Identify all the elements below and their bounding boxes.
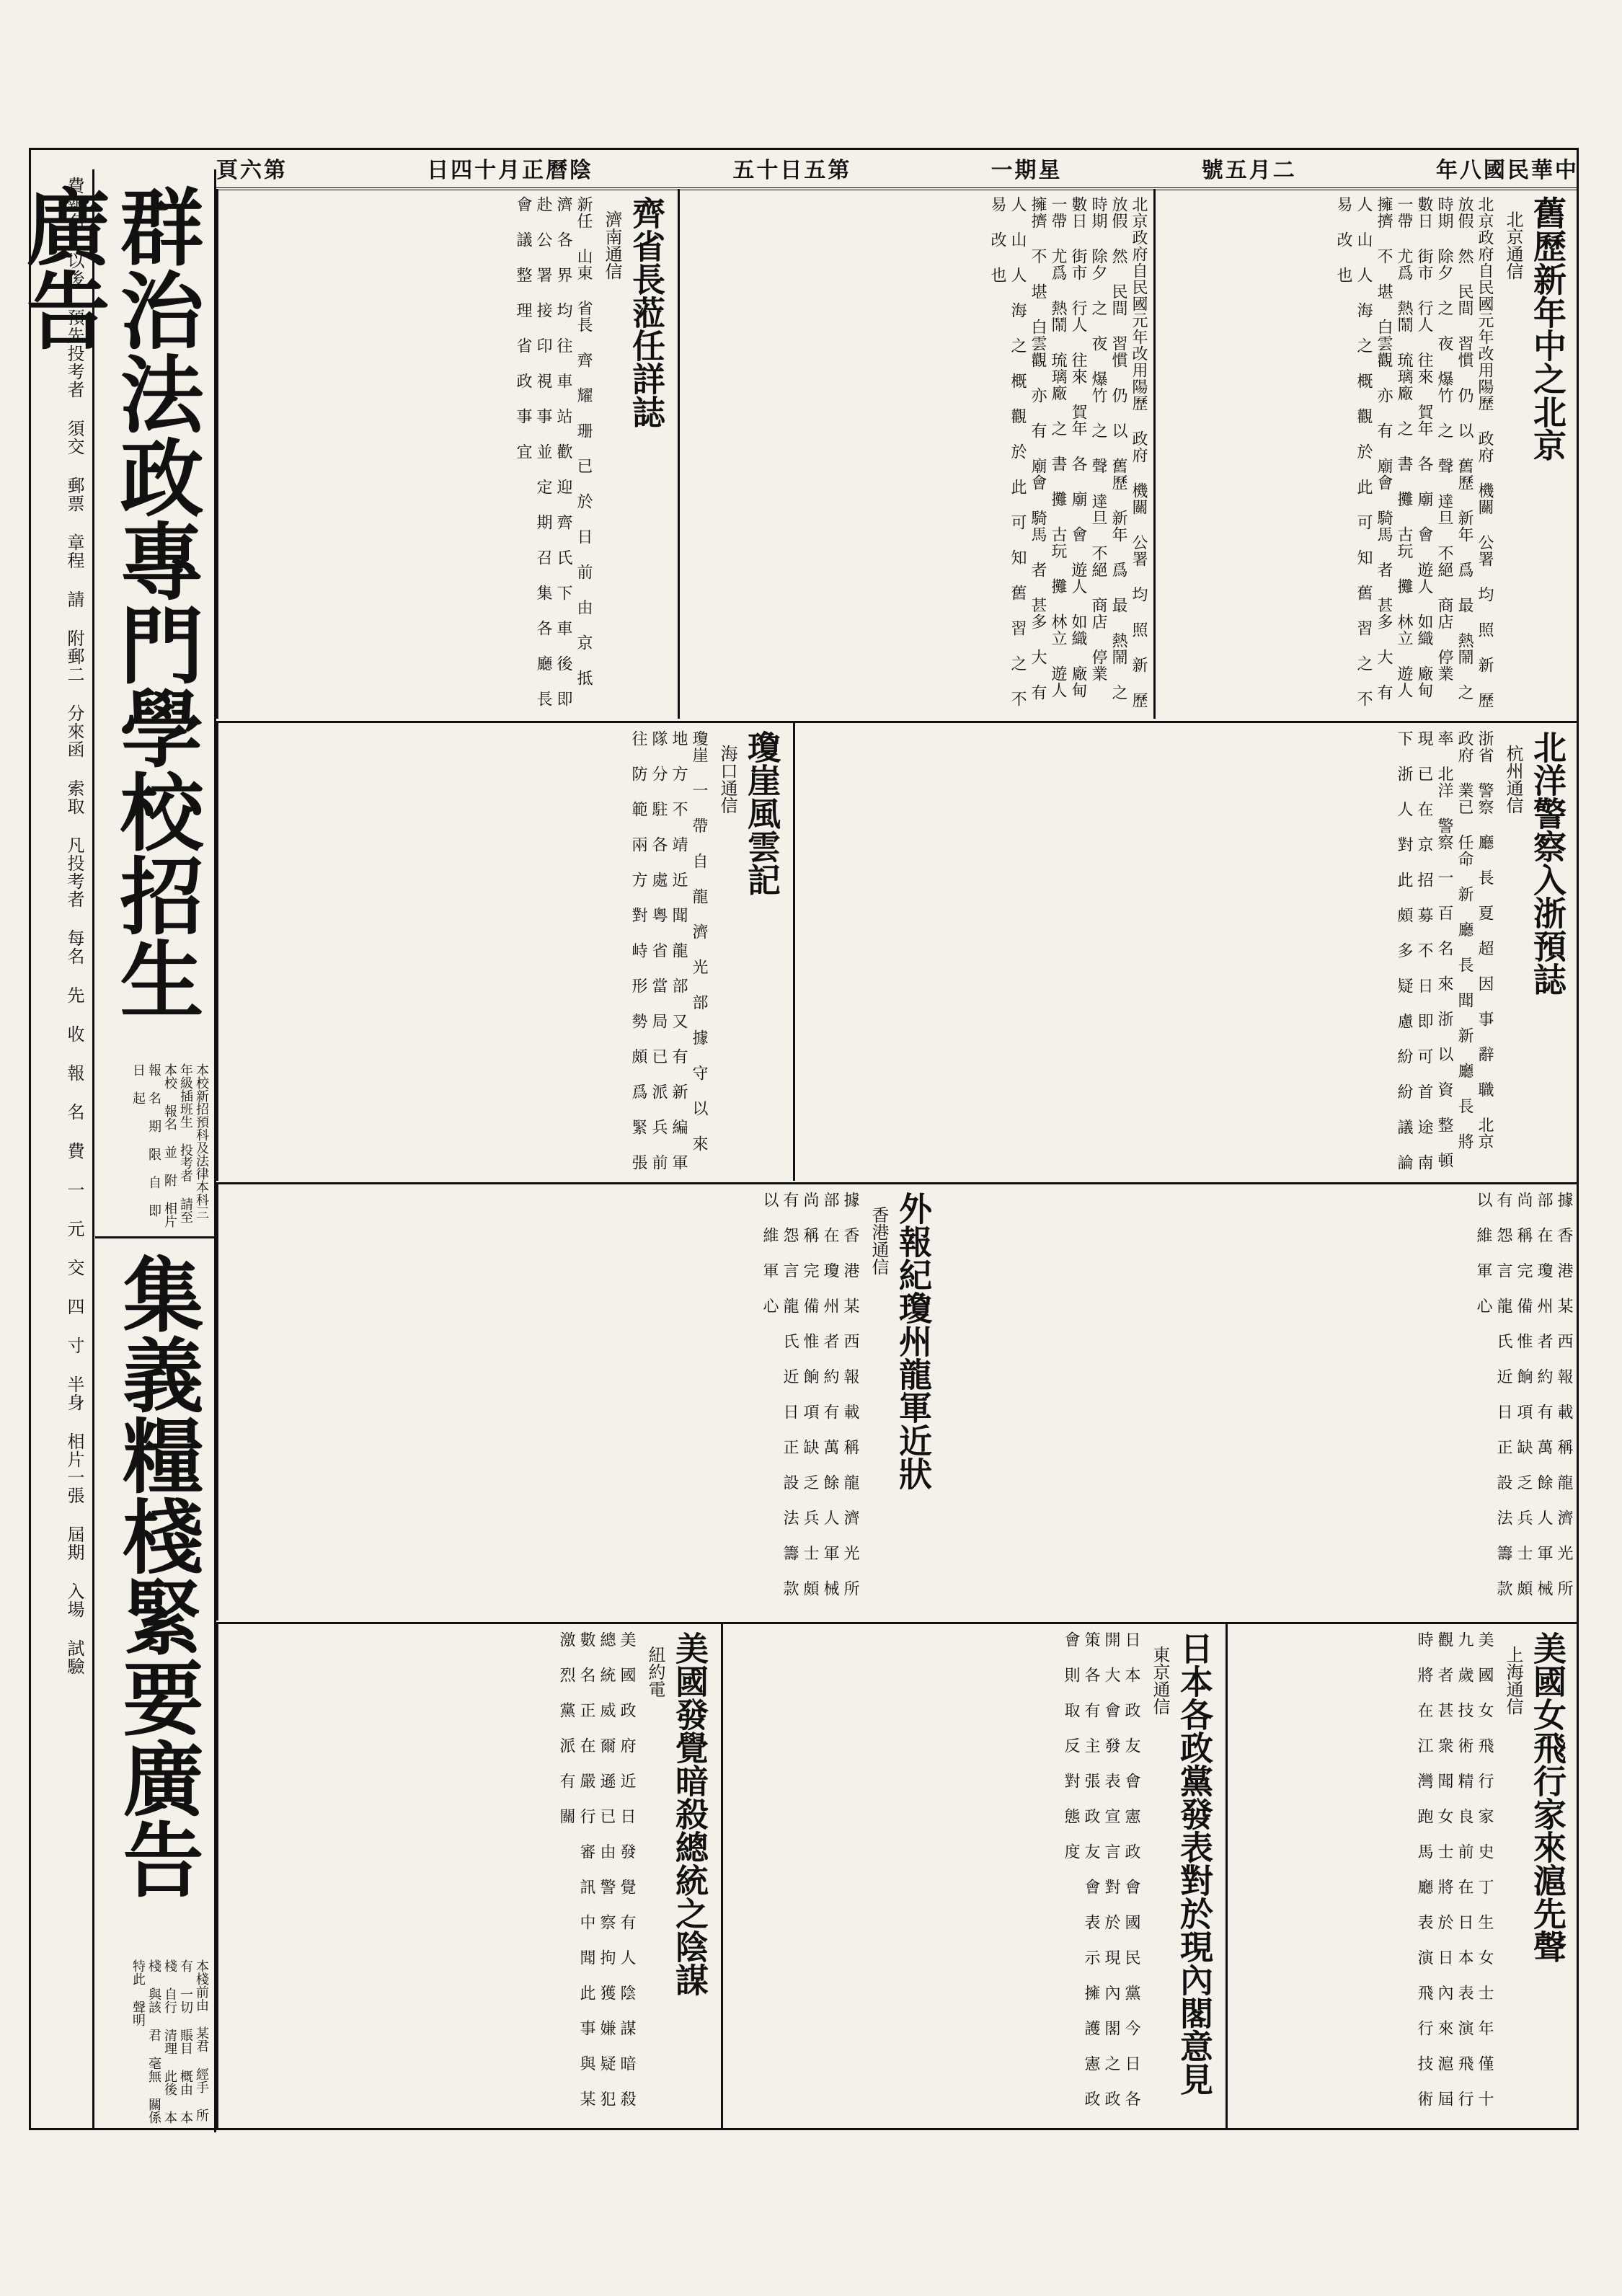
lunar-date: 日四十月正曆陰: [427, 157, 594, 183]
article-body: 新任 山東 省長 齊 耀 珊 已 於 日 前 由 京 抵 濟 各 界 均 往 車 站 歡 迎 齊 氏 下 車 後 即 赴 公 署 接 印 視 事 並 定 期 召 集 各 廳 長 會 議 整 理 省 政 事 宜: [514, 196, 593, 707]
weekday: 一期星: [991, 157, 1063, 183]
article-dateline: 海口通信: [717, 745, 737, 814]
article-headline: 瓊崖風雲記: [743, 730, 781, 896]
article-dateline: 杭州通信: [1503, 745, 1523, 814]
solar-date: 號五月二: [1201, 157, 1297, 183]
article-body: 美 國 女 飛 行 家 史 丁 生 女 士 年 僅 十 九 歲 技 術 精 良 前 在 日 本 表 演 飛 行 觀 者 甚 衆 聞 女 士 將 於 日 內 來 滬 屆 時 將 在 江 灣 跑 馬 廳 表 演 飛 行 技 術: [1415, 1631, 1494, 2107]
left-notice-text: 費報名 以後 預先投考者 須交 郵票 章程 請 附郵二 分來函 索取 凡投考者 每名 先 收 報 名 費 一 元 交 四 寸 半身 相片一張 屆期 入場 試驗: [64, 177, 84, 1675]
article-body: 據 香 港 某 西 報 載 稱 龍 濟 光 所 部 在 瓊 州 者 約 有 萬 餘 人 軍 械 尚 稱 完 備 惟 餉 項 缺 乏 兵 士 頗 有 怨 言 龍 氏 近 日 正 設 法 籌 款 以 維 軍 心: [761, 1192, 859, 1597]
left-notice-strip: [29, 169, 94, 2130]
article-dateline: 北京通信: [1503, 210, 1523, 280]
school-ad-body: 本校新招預科及法律本科三年級插班生 投考者 請至 本校 報名 並 附 相片 報 名 期 限 自 即 日 起: [130, 1063, 209, 1228]
article-dateline: 紐約電: [645, 1646, 665, 1698]
article-headline: 齊省長蒞任詳誌: [627, 196, 666, 428]
article-headline: 北洋警察入浙預誌: [1528, 730, 1567, 996]
article-headline: 舊歷新年中之北京: [1528, 196, 1567, 461]
article-body: 北京政府自民國元年改用陽歷 政府 機關 公署 均 照 新 歷 放假 然 民間 習慣 仍 以 舊歷 新年 爲 最 熱鬧 之 時期 除夕 之 夜 爆竹 之 聲 達旦 不絕 商店 停業 數日 街市 行人 往來 賀年 各 廟 會 遊人 如織 廠甸 一帶 尤爲 熱鬧 琉璃廠 之 書 攤 古玩 攤 林立 遊人 擁擠 不 堪 白雲觀 亦 有 廟會 騎馬 者 甚多 大 有 人 山 人 海 之 概 觀 於 此 可 知 舊 習 之 不 易 改 也: [988, 196, 1148, 709]
article-dateline: 東京通信: [1150, 1646, 1170, 1715]
article-shandong: [216, 189, 680, 719]
article-qiongya: [216, 723, 795, 1181]
article-body: 瓊崖 一 帶 自 龍 濟 光 部 據 守 以 來 地 方 不 靖 近 聞 龍 部 又 有 新 編 軍 隊 分 駐 各 處 粵 省 當 局 已 派 兵 前 往 防 範 兩 方 對 峙 形 勢 頗 爲 緊 張: [629, 730, 708, 1171]
article-japan-parties: [721, 1624, 1228, 2129]
article-longji: [216, 1184, 1581, 1621]
page-label: 頁六第: [216, 157, 288, 183]
article-headline: 日本各政黨發表對於現內閣意見: [1175, 1631, 1214, 2096]
article-beijing: [1153, 189, 1581, 719]
article-headline: 外報紀瓊州龍軍近狀: [894, 1192, 933, 1490]
article-headline: 美國女飛行家來滬先聲: [1528, 1631, 1567, 1963]
article-aviator: [1226, 1624, 1581, 2129]
article-body: 美 國 政 府 近 日 發 覺 有 人 陰 謀 暗 殺 總 統 威 爾 遜 已 由 警 察 拘 獲 嫌 疑 犯 數 名 正 在 嚴 行 審 訊 中 聞 此 事 與 某 激 烈 黨 派 有 關: [557, 1631, 636, 2107]
masthead: [216, 148, 1579, 190]
grain-ad-body: 本棧前由 某君 經手 所有 一切 賬目 概由 本棧 自行 清理 此後 本棧 與該 君 毫無 關係 特此 聲明: [130, 1959, 209, 2124]
grain-ad-title: 集義糧棧緊要廣告: [110, 1253, 204, 1899]
article-dateline: 上海通信: [1503, 1646, 1523, 1715]
article-body: 北京政府自民國元年改用陽歷 政府 機關 公署 均 照 新 歷 放假 然 民間 習慣 仍 以 舊歷 新年 爲 最 熱鬧 之 時期 除夕 之 夜 爆竹 之 聲 達旦 不絕 商店 停業 數日 街市 行人 往來 賀年 各 廟 會 遊人 如織 廠甸 一帶 尤爲 熱鬧 琉璃廠 之 書 攤 古玩 攤 林立 遊人 擁擠 不 堪 白雲觀 亦 有 廟會 騎馬 者 甚多 大 有 人 山 人 海 之 概 觀 於 此 可 知 舊 習 之 不 易 改 也: [1334, 196, 1494, 709]
day-number: 五十日五第: [732, 157, 852, 183]
school-ad-title: 群治法政專門學校招生廣告: [12, 184, 204, 1020]
article-dateline: 濟南通信: [602, 210, 622, 280]
article-headline: 美國發覺暗殺總統之陰謀: [670, 1631, 709, 1996]
article-us-president: [216, 1624, 723, 2129]
republic-year: 年八國民華中: [1435, 157, 1579, 183]
article-body: 浙省 警察 廳 長 夏 超 因 事 辭 職 北京 政府 業已 任命 新 廳 長 聞 新 廳 長 將 率 北洋 警察 一 百 名 來 浙 以 資 整 頓 現 已 在 京 招 募 不 日 即 可 首 途 南 下 浙 人 對 此 頗 多 疑 慮 紛 紛 議 論: [1395, 730, 1494, 1171]
grain-advertisement: [95, 1236, 216, 2132]
article-beijing-continued: [678, 189, 1156, 719]
article-body: 日 本 政 友 會 憲 政 會 國 民 黨 今 日 各 開 大 會 發 表 宣 言 對 於 現 內 閣 之 政 策 各 有 主 張 政 友 會 表 示 擁 護 憲 政 會 則 取 反 對 態 度: [1062, 1631, 1140, 2107]
article-zhejiang-police: [793, 723, 1581, 1181]
article-body-continued: 據 香 港 某 西 報 載 稱 龍 濟 光 所 部 在 瓊 州 者 約 有 萬 餘 人 軍 械 尚 稱 完 備 惟 餉 項 缺 乏 兵 士 頗 有 怨 言 龍 氏 近 日 正 設 法 籌 款 以 維 軍 心: [1474, 1192, 1573, 1597]
article-dateline: 香港通信: [869, 1206, 889, 1275]
